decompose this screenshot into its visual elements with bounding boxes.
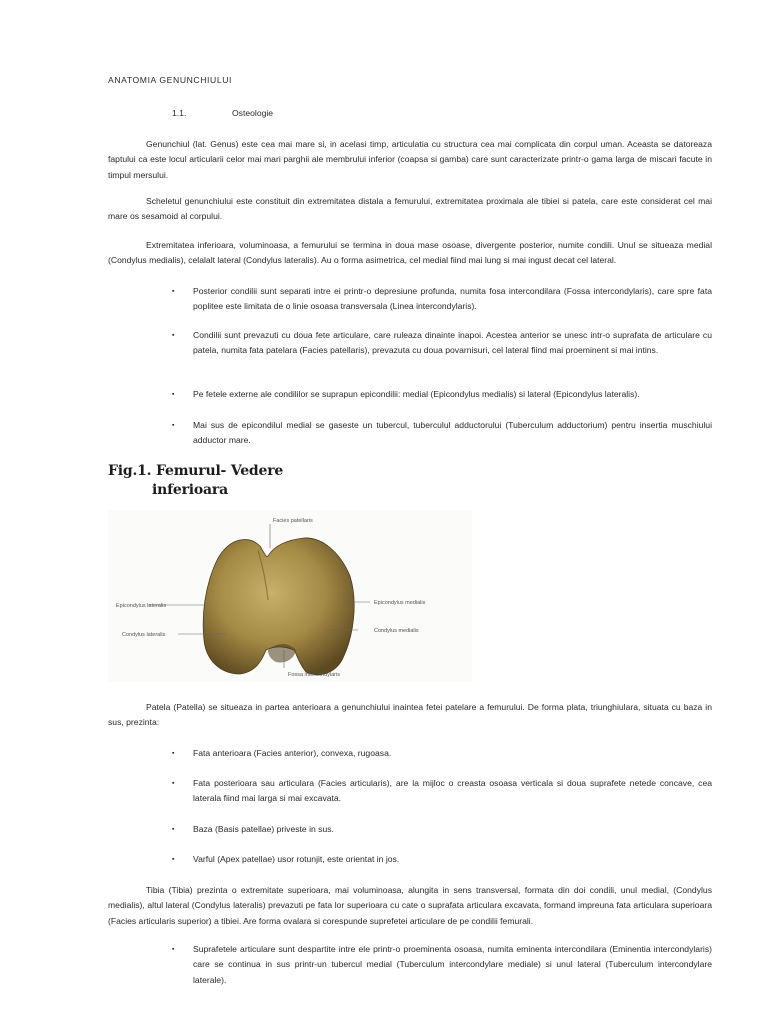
list-item bbox=[172, 822, 712, 837]
list-item bbox=[172, 387, 712, 402]
figure-title bbox=[108, 462, 283, 500]
paragraph-intro: Genunchiul (lat. Genus) este cea mai mare si, in acelasi timp, articulatia cu structura cea mai complicata din corpul uman. Aceasta se datoreaza faptului ca este locul articularii celor mai mari parghii ale membrului inferior (coapsa si gamba) care sunt caracterizate printr-o gama larga de miscari facute in timpul mersului. bbox=[108, 139, 712, 180]
label-epicondylus-lateralis: Epicondylus lateralis bbox=[116, 603, 167, 609]
section-title: Osteologie bbox=[232, 108, 274, 118]
list-item-text: Pe fetele externe ale condililor se suprapun epicondilii: medial (Epicondylus medialis) si lateral (Epicondylus lateralis). bbox=[193, 389, 640, 399]
bullet-marker: ▪ bbox=[172, 288, 175, 295]
paragraph-tibia: Tibia (Tibia) prezinta o extremitate superioara, mai voluminoasa, alungita in sens transversal, formata din doi condili, unul medial, (Condylus medialis), altul lateral (Condylus lateralis) prevazuti pe fata lor superioara cu cate o suprafata articulara excavata, formand impreuna fata articulara superioara (Facies articularis superior) a tibiei. Are forma ovalara si corespunde suprefetei articulare de pe condilii femurali. bbox=[108, 885, 712, 926]
list-item-text: Fata posterioara sau articulara (Facies articularis), are la mijloc o creasta osoasa verticala si doua suprafete netede concave, cea laterala fiind mai larga si mai excavata. bbox=[193, 778, 712, 804]
bullet-marker: ▪ bbox=[172, 422, 175, 429]
list-item bbox=[172, 284, 712, 315]
list-item bbox=[172, 852, 712, 867]
bullet-marker: ▪ bbox=[172, 332, 175, 339]
list-item-text: Fata anterioara (Facies anterior), convexa, rugoasa. bbox=[193, 748, 392, 758]
list-item bbox=[172, 418, 712, 449]
list-item bbox=[172, 746, 712, 761]
bullet-marker: ▪ bbox=[172, 750, 175, 757]
label-facies-patellaris: Facies patellaris bbox=[273, 518, 313, 524]
label-fossa-intercondylaris: Fossa intercondylaris bbox=[288, 672, 340, 678]
list-item-text: Varful (Apex patellae) usor rotunjit, este orientat in jos. bbox=[193, 854, 400, 864]
list-item-text: Mai sus de epicondilul medial se gaseste un tubercul, tuberculul adductorului (Tuberculum adductorium) pentru insertia muschiului adductor mare. bbox=[193, 420, 712, 446]
list-item-text: Posterior condilii sunt separati intre ei printr-o depresiune profunda, numita fosa intercondilara (Fossa intercondylaris), care spre fata poplitee este limitata de o linie osoasa transversala (Linea intercondylaris). bbox=[193, 286, 712, 312]
femur-inferior-view-figure bbox=[108, 510, 472, 682]
bullet-marker: ▪ bbox=[172, 946, 175, 953]
label-epicondylus-medialis: Epicondylus medialis bbox=[374, 600, 426, 606]
figure-title-line1: Fig.1. Femurul- Vedere bbox=[108, 463, 284, 479]
bullet-marker: ▪ bbox=[172, 780, 175, 787]
bullet-marker: ▪ bbox=[172, 826, 175, 833]
list-item bbox=[172, 942, 712, 988]
paragraph-skeleton: Scheletul genunchiului este constituit din extremitatea distala a femurului, extremitatea proximala ale tibiei si patela, care este considerat cel mai mare os sesamoid al corpului. bbox=[108, 196, 712, 222]
list-item-text: Condilii sunt prevazuti cu doua fete articulare, care ruleaza dinainte inapoi. Acestea anterior se unesc intr-o suprafata de articulare cu patela, numita fata patelara (Facies patellaris), prevazuta cu doua povarnisuri, cel lateral fiind mai proeminent si mai intins. bbox=[193, 330, 712, 356]
femur-illustration bbox=[108, 510, 472, 682]
document-heading: ANATOMIA GENUNCHIULUI bbox=[108, 75, 233, 85]
label-condylus-lateralis: Condylus lateralis bbox=[122, 632, 166, 638]
figure-title-line2: inferioara bbox=[152, 482, 228, 498]
paragraph-patella: Patela (Patella) se situeaza in partea anterioara a genunchiului inaintea fetei patelare a femurului. De forma plata, triunghiulara, situata cu baza in sus, prezinta: bbox=[108, 702, 712, 728]
label-condylus-medialis: Condylus medialis bbox=[374, 628, 419, 634]
bullet-marker: ▪ bbox=[172, 391, 175, 398]
list-item-text: Baza (Basis patellae) priveste in sus. bbox=[193, 824, 334, 834]
list-item bbox=[172, 328, 712, 359]
paragraph-femur-extremity: Extremitatea inferioara, voluminoasa, a femurului se termina in doua mase osoase, divergente posterior, numite condili. Unul se situeaza medial (Condylus medialis), celalalt lateral (Condylus lateralis). Au o forma asimetrica, cel medial fiind mai lung si mai ingust decat cel lateral. bbox=[108, 240, 712, 266]
bullet-marker: ▪ bbox=[172, 856, 175, 863]
list-item bbox=[172, 776, 712, 807]
section-number: 1.1. bbox=[172, 108, 187, 118]
list-item-text: Suprafetele articulare sunt despartite intre ele printr-o proeminenta osoasa, numita eminenta intercondilara (Eminentia intercondylaris) care se continua in sus printr-un tubercul medial (Tuberculum intercondylare mediale) si unul lateral (Tuberculum intercondylare laterale). bbox=[193, 944, 712, 985]
